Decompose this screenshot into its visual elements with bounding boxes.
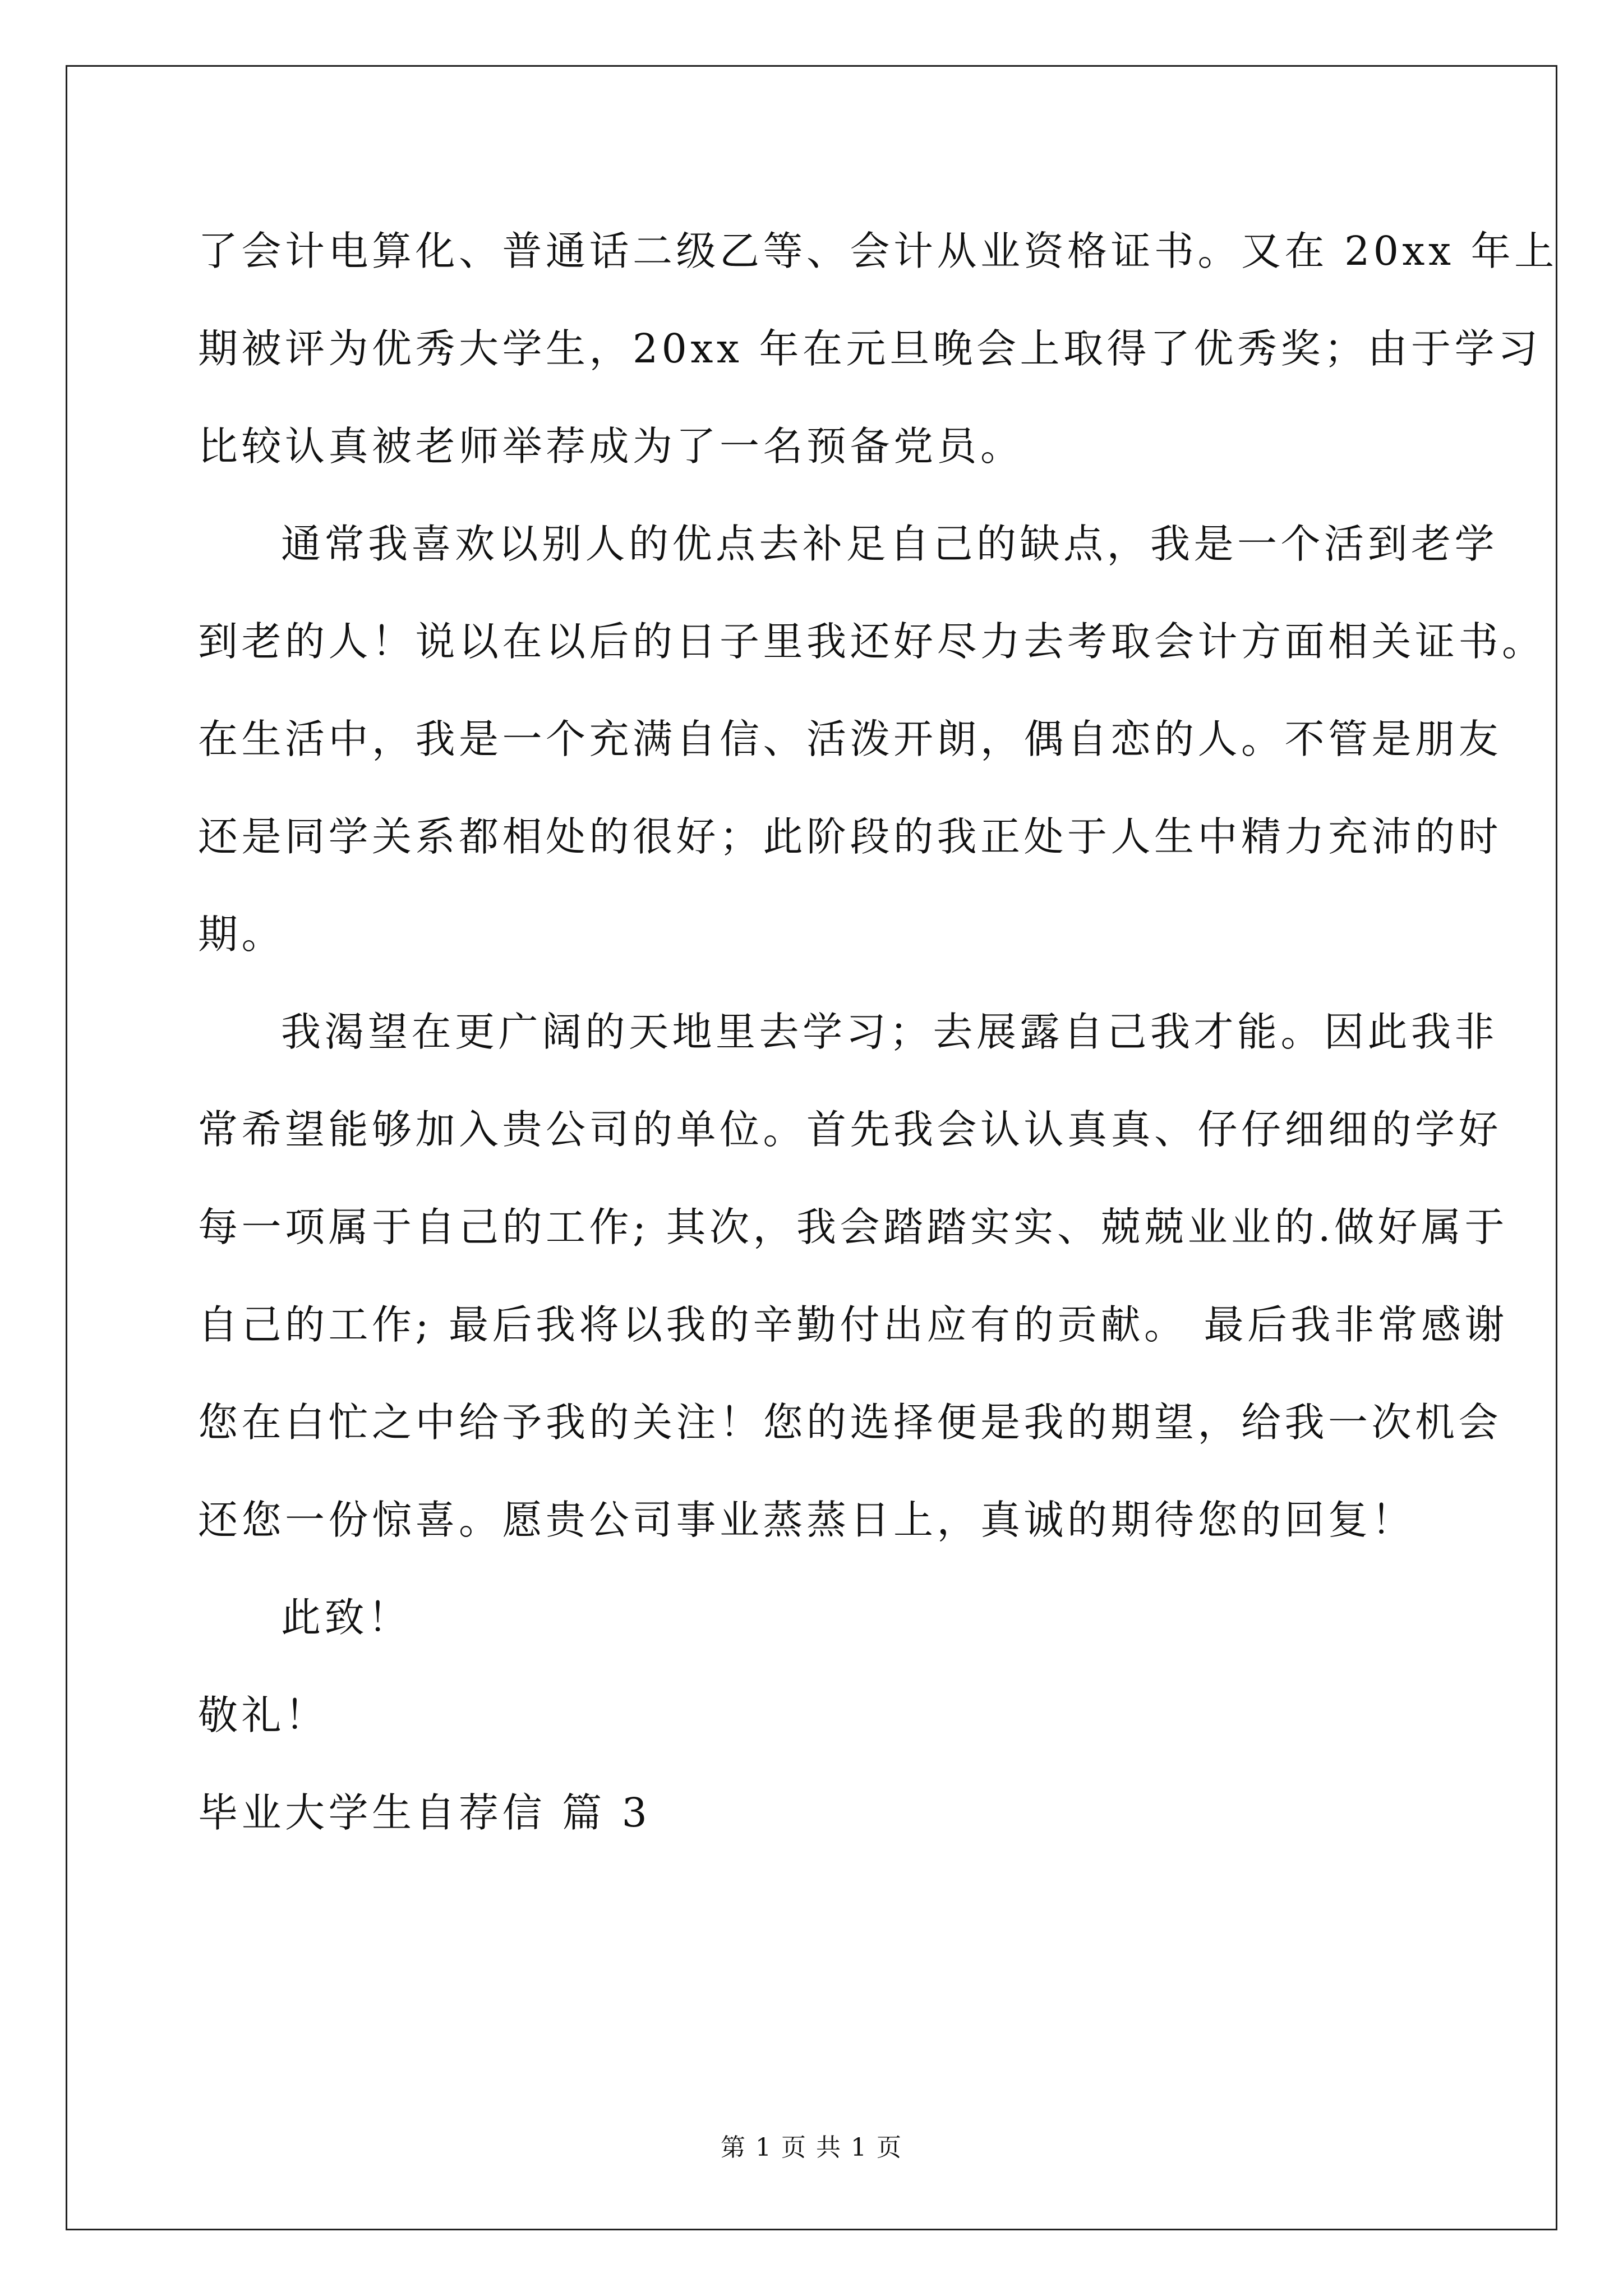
letter-body [198,223,1558,1883]
text-line: 还是同学关系都相处的很好；此阶段的我正处于人生中精力充沛的时 [198,813,1502,860]
text-line: 自己的工作; 最后我将以我的辛勤付出应有的贡献。 最后我非常感谢 [198,1301,1509,1348]
text-line: 比较认真被老师举荐成为了一名预备党员。 [198,423,1024,470]
text-line: 常希望能够加入贵公司的单位。首先我会认认真真、仔仔细细的学好 [198,1106,1502,1153]
text-line: 在生活中，我是一个充满自信、活泼开朗，偶自恋的人。不管是朋友 [198,716,1502,762]
section-heading: 毕业大学生自荐信 篇 3 [198,1789,651,1836]
closing-salutation: 此致！ [281,1594,412,1641]
text-line: 到老的人！说以在以后的日子里我还好尽力去考取会计方面相关证书。 [198,618,1546,665]
paragraph-start-line: 通常我喜欢以别人的优点去补足自己的缺点，我是一个活到老学 [281,521,1498,567]
text-line: 期。 [198,911,285,958]
page-footer: 第 1 页 共 1 页 [721,2133,902,2162]
text-line: 您在白忙之中给予我的关注！您的选择便是我的期望，给我一次机会 [198,1399,1502,1446]
closing-regards: 敬礼！ [198,1692,329,1738]
text-line: 了会计电算化、普通话二级乙等、会计从业资格证书。又在 20xx 年上 [198,228,1558,274]
text-line: 期被评为优秀大学生，20xx 年在元旦晚会上取得了优秀奖；由于学习 [198,325,1542,372]
text-line: 每一项属于自己的工作; 其次，我会踏踏实实、兢兢业业的.做好属于 [198,1204,1509,1250]
text-line: 还您一份惊喜。愿贵公司事业蒸蒸日上，真诚的期待您的回复！ [198,1497,1415,1543]
paragraph-start-line: 我渴望在更广阔的天地里去学习；去展露自己我才能。因此我非 [281,1009,1498,1055]
